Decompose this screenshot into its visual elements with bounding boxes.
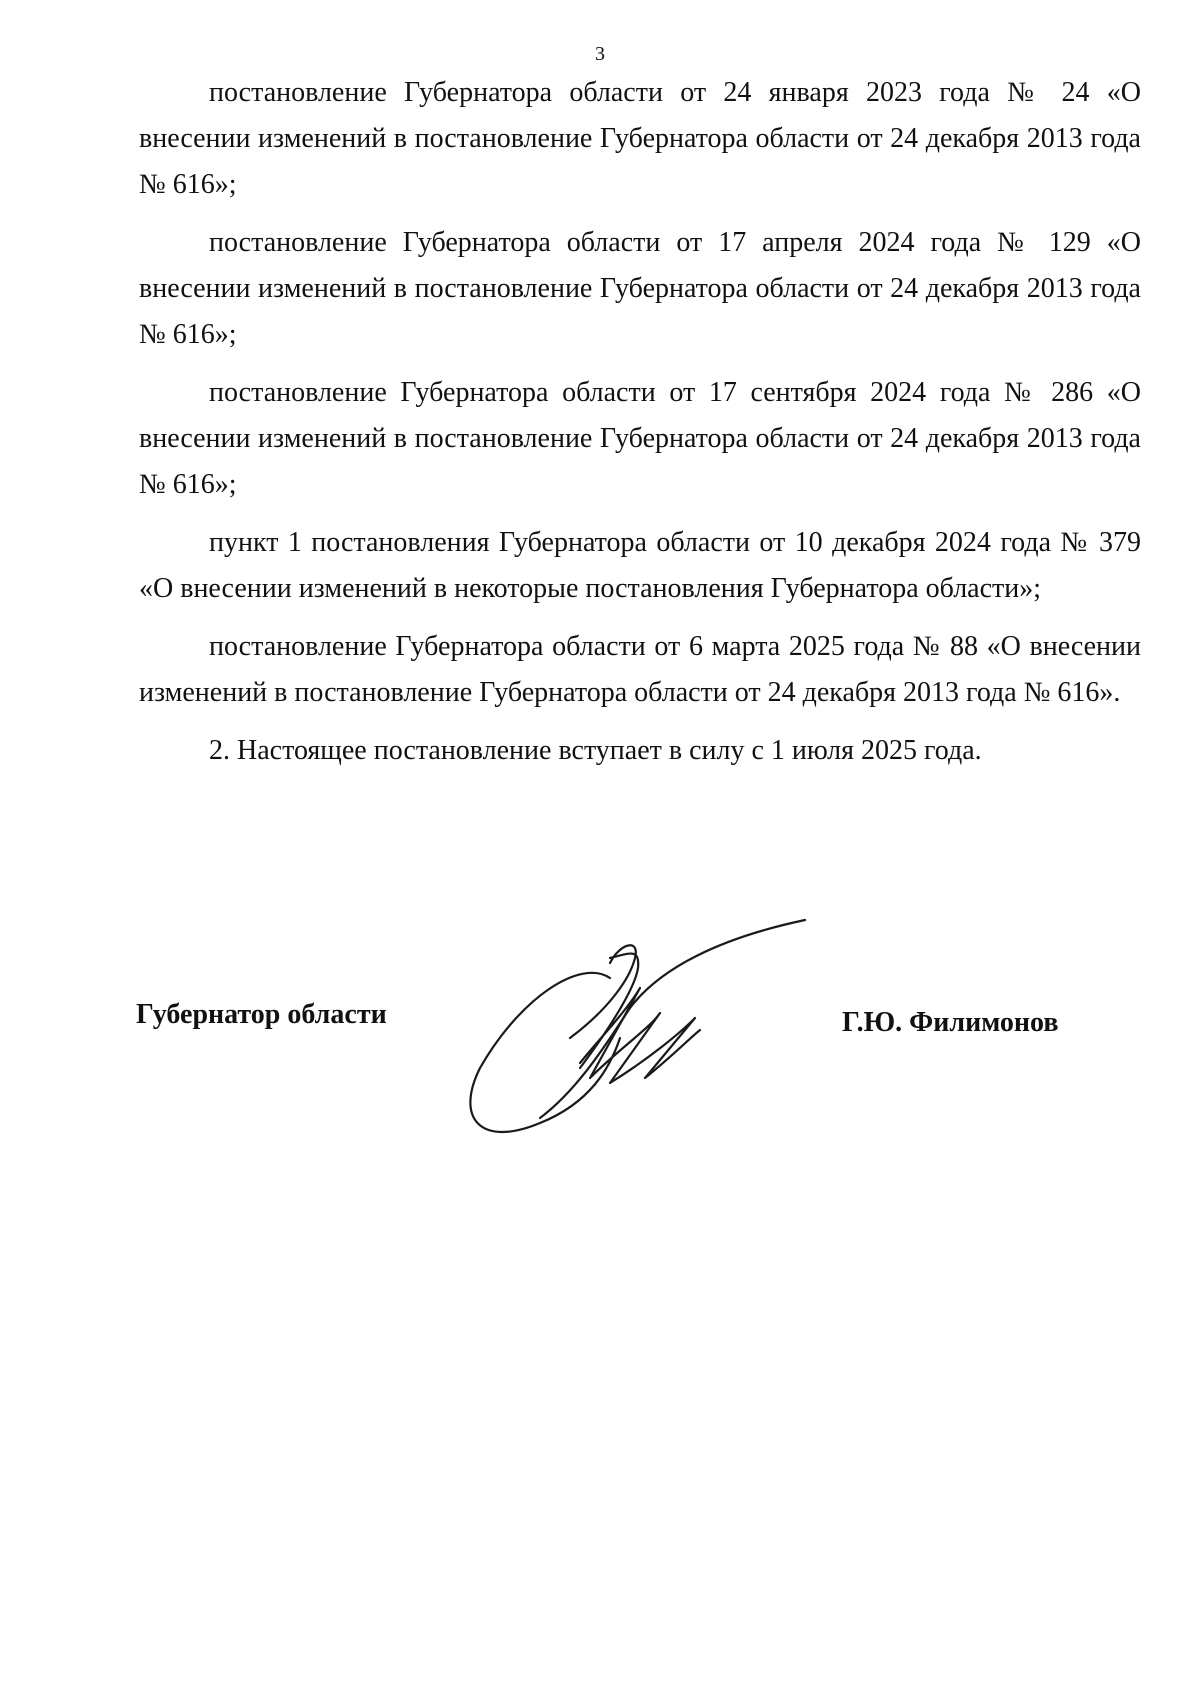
handwritten-signature <box>460 918 820 1148</box>
signatory-name: Г.Ю. Филимонов <box>842 1007 1059 1038</box>
paragraph-decree-2024-286: постановление Губернатора области от 17 сентября 2024 года № 286 «О внесении изменений в постановление Губернатора области от 24 декабря 2013 года № 616»; <box>139 377 1141 500</box>
signature-block <box>0 900 1200 1160</box>
document-body <box>139 70 1141 786</box>
paragraph-decree-2023-24: постановление Губернатора области от 24 января 2023 года № 24 «О внесении изменений в постановление Губернатора области от 24 декабря 2013 года № 616»; <box>139 77 1141 200</box>
signatory-title: Губернатор области <box>136 999 387 1030</box>
paragraph-decree-2025-88: постановление Губернатора области от 6 марта 2025 года № 88 «О внесении изменений в постановление Губернатора области от 24 декабря 2013 года № 616». <box>139 631 1141 708</box>
paragraph-decree-2024-379: пункт 1 постановления Губернатора области от 10 декабря 2024 года № 379 «О внесении изменений в некоторые постановления Губернатора области»; <box>139 527 1141 604</box>
effective-date-clause: 2. Настоящее постановление вступает в силу с 1 июля 2025 года. <box>209 735 982 766</box>
page-number: 3 <box>595 43 605 65</box>
paragraph-decree-2024-129: постановление Губернатора области от 17 апреля 2024 года № 129 «О внесении изменений в постановление Губернатора области от 24 декабря 2013 года № 616»; <box>139 227 1141 350</box>
